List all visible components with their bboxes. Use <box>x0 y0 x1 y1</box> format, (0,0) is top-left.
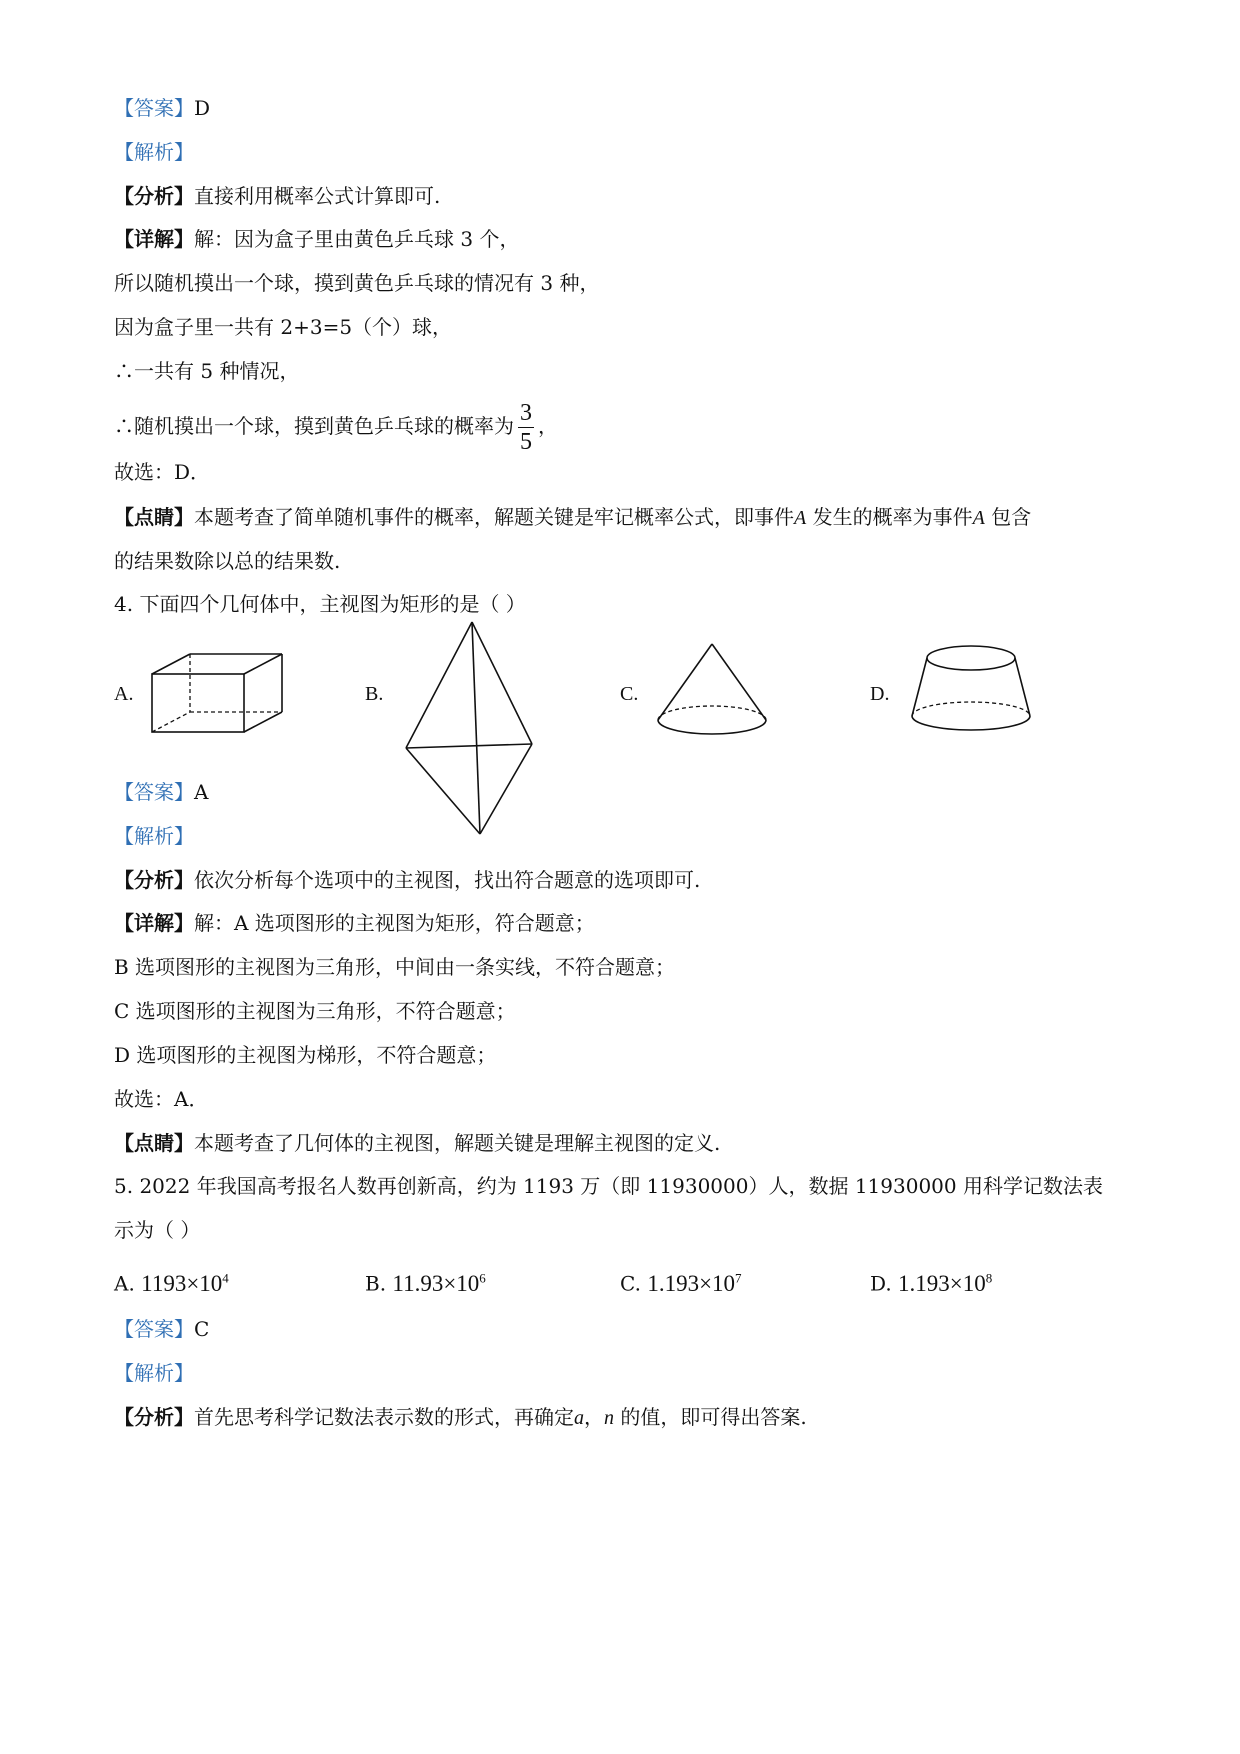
var-a: A <box>794 507 807 529</box>
option-b-label: B. <box>365 683 384 705</box>
fenxi-sep: ， <box>584 1405 604 1429</box>
q4-step-c: C 选项图形的主视图为三角形，不符合题意； <box>114 999 516 1023</box>
q5-answer-line <box>114 1315 209 1343</box>
fraction-numerator: 3 <box>520 400 532 426</box>
analysis-tag: 【解析】 <box>114 824 194 848</box>
q4-dianjing-line <box>114 1129 720 1157</box>
cone-figure <box>652 640 772 740</box>
dianjing-text-c: 包含 <box>984 505 1032 529</box>
answer-value: C <box>194 1317 210 1341</box>
var-n: n <box>604 1407 614 1429</box>
option-c-label: C. <box>620 683 639 705</box>
answer-tag: 【答案】 <box>114 780 194 804</box>
q4-xiangjie-line <box>114 909 595 937</box>
q5-options <box>114 1264 1114 1296</box>
q4-step-d: D 选项图形的主视图为梯形，不符合题意； <box>114 1043 497 1067</box>
fenxi-tag: 【分析】 <box>114 868 194 892</box>
fenxi-text: 直接利用概率公式计算即可. <box>194 184 441 208</box>
q3-dianjing-line-2: 的结果数除以总的结果数. <box>114 549 341 573</box>
tetrahedron-figure <box>400 618 540 840</box>
dianjing-tag: 【点睛】 <box>114 1131 194 1155</box>
q3-dianjing-line <box>114 503 1031 532</box>
dianjing-text-b: 发生的概率为事件 <box>806 505 973 529</box>
q5-analysis-line <box>114 1359 194 1387</box>
option-label: B. <box>365 1271 387 1296</box>
var-a-2: A <box>972 507 985 529</box>
analysis-tag: 【解析】 <box>114 1361 194 1385</box>
q3-choose: 故选：D． <box>114 460 211 484</box>
dianjing-text-a: 本题考查了简单随机事件的概率，解题关键是牢记概率公式，即事件 <box>194 505 794 529</box>
var-a: a <box>574 1407 584 1429</box>
fraction-denominator: 5 <box>520 429 532 455</box>
exponent: 4 <box>222 1270 229 1285</box>
xiangjie-tag: 【详解】 <box>114 227 194 251</box>
option-label: A. <box>114 1271 135 1296</box>
option-value: $1193\times 10^4$ <box>141 1270 229 1296</box>
exponent: 7 <box>735 1270 742 1285</box>
q5-option-b <box>365 1264 486 1298</box>
q4-choose: 故选：A． <box>114 1087 209 1111</box>
option-value: $1.193\times 10^8$ <box>898 1270 993 1296</box>
q3-step-2: 因为盒子里一共有 2+3=5（个）球， <box>114 315 453 339</box>
q5-fenxi-line <box>114 1403 807 1432</box>
option-value: $11.93\times 10^6$ <box>392 1270 486 1296</box>
q5-option-d <box>870 1264 992 1298</box>
answer-tag: 【答案】 <box>114 96 194 120</box>
frustum-figure <box>906 640 1036 740</box>
q5-option-a <box>114 1264 229 1298</box>
exponent: 6 <box>479 1270 486 1285</box>
fenxi-text-a: 首先思考科学记数法表示数的形式，再确定 <box>194 1405 574 1429</box>
option-a-label: A. <box>114 683 134 705</box>
q5-question-line-1: 5. 2022 年我国高考报名人数再创新高，约为 1193 万（即 11930000）人，数据 11930000 用科学记数法表 <box>114 1174 1103 1198</box>
cuboid-figure <box>148 648 288 740</box>
q3-answer-line <box>114 94 210 122</box>
fenxi-text-b: 的值，即可得出答案. <box>614 1405 807 1429</box>
q3-step-4-post: ， <box>538 414 558 438</box>
q4-question: 4. 下面四个几何体中，主视图为矩形的是（ ） <box>114 592 526 616</box>
q4-answer-line <box>114 778 208 806</box>
fenxi-text: 依次分析每个选项中的主视图，找出符合题意的选项即可. <box>194 868 701 892</box>
answer-value: D <box>194 96 211 120</box>
q4-step-b: B 选项图形的主视图为三角形，中间由一条实线，不符合题意； <box>114 955 676 979</box>
answer-value: A <box>194 780 209 804</box>
q3-step-3: ∴一共有 5 种情况， <box>114 359 300 383</box>
dianjing-text: 本题考查了几何体的主视图，解题关键是理解主视图的定义. <box>194 1131 721 1155</box>
exponent: 8 <box>985 1270 993 1285</box>
analysis-tag: 【解析】 <box>114 140 194 164</box>
fenxi-tag: 【分析】 <box>114 1405 194 1429</box>
q3-analysis-line <box>114 138 194 166</box>
option-label: C. <box>620 1271 641 1296</box>
option-label: D. <box>870 1271 892 1296</box>
q3-step-4 <box>114 396 558 456</box>
xiangjie-text: 解：A 选项图形的主视图为矩形，符合题意； <box>194 911 595 935</box>
q4-analysis-line <box>114 822 194 850</box>
xiangjie-text: 解：因为盒子里由黄色乒乓球 3 个， <box>194 227 520 251</box>
q3-step-1: 所以随机摸出一个球，摸到黄色乒乓球的情况有 3 种， <box>114 271 600 295</box>
option-d-label: D. <box>870 683 890 705</box>
q3-fenxi-line <box>114 182 440 210</box>
option-value: $1.193\times 10^7$ <box>647 1270 742 1296</box>
probability-fraction <box>518 399 534 456</box>
xiangjie-tag: 【详解】 <box>114 911 194 935</box>
q5-question-line-2: 示为（ ） <box>114 1218 201 1242</box>
answer-tag: 【答案】 <box>114 1317 194 1341</box>
q3-step-4-pre: ∴随机摸出一个球，摸到黄色乒乓球的概率为 <box>114 414 514 438</box>
fenxi-tag: 【分析】 <box>114 184 194 208</box>
q4-fenxi-line <box>114 866 700 894</box>
q3-xiangjie-line <box>114 225 519 253</box>
dianjing-tag: 【点睛】 <box>114 505 194 529</box>
q5-option-c <box>620 1264 742 1298</box>
